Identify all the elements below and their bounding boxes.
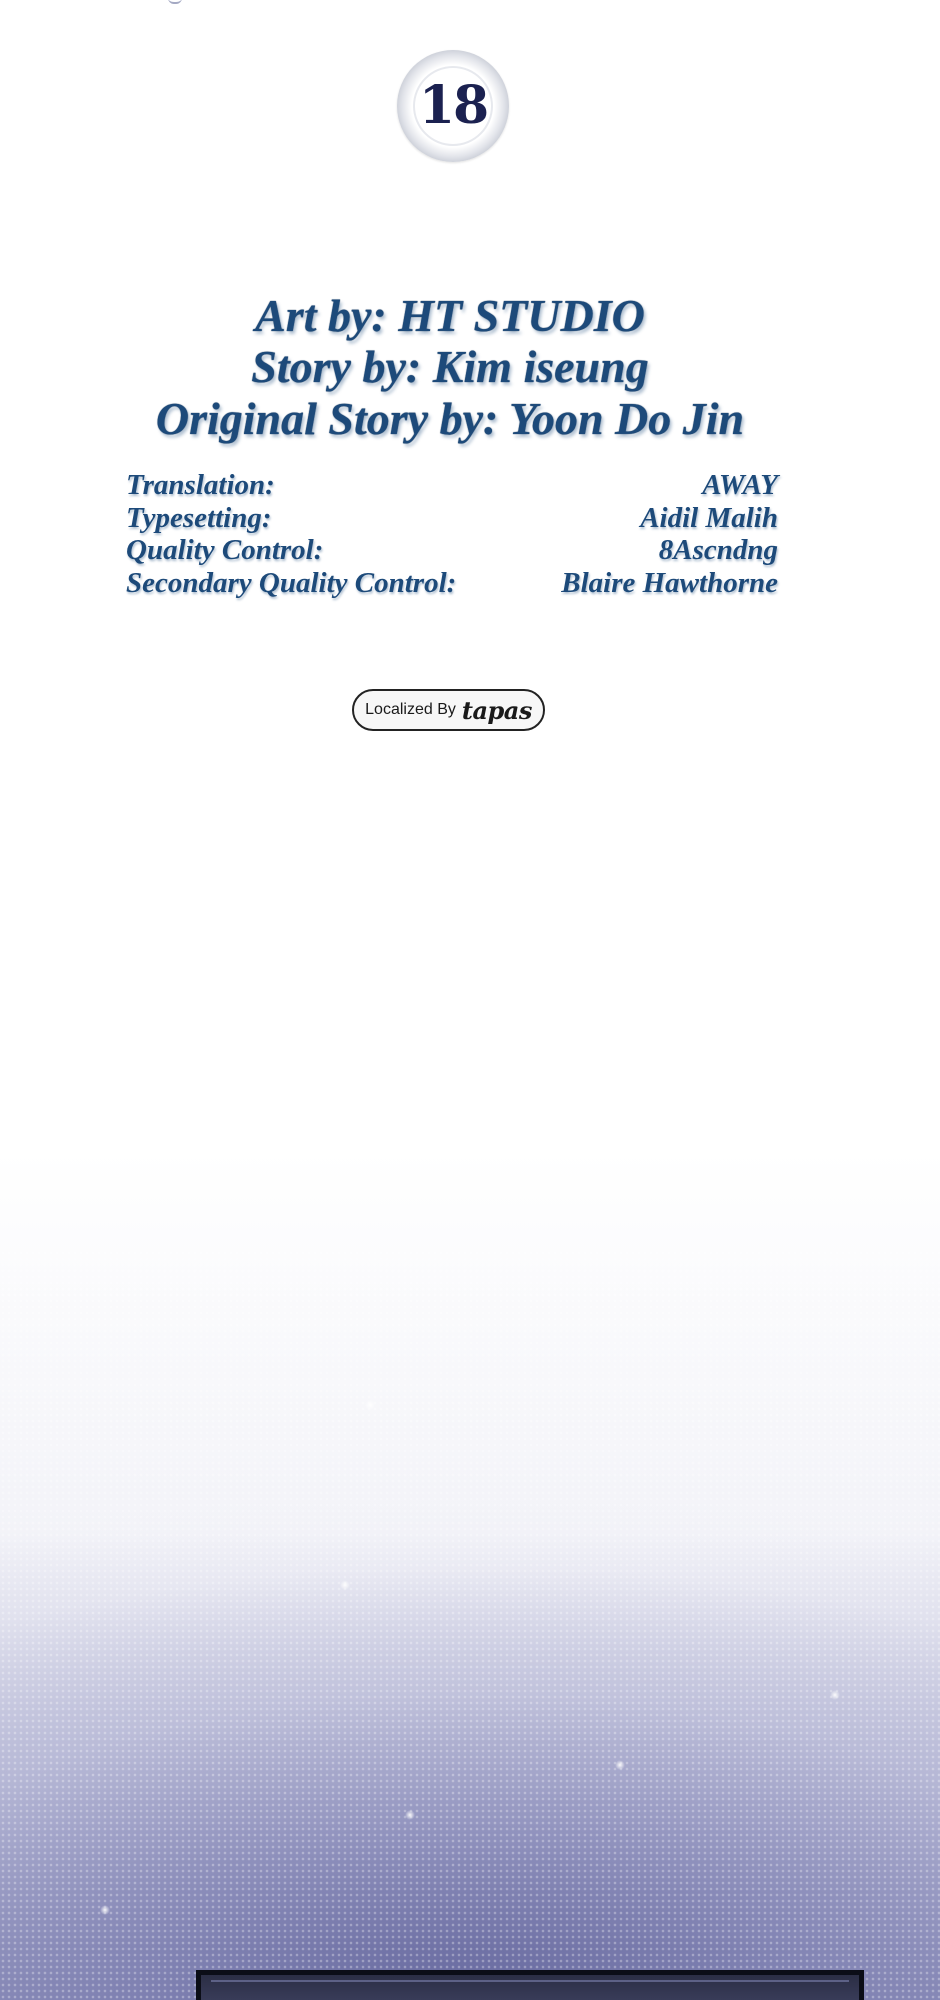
localized-by-label: Localized By	[365, 701, 456, 718]
credit-row-translation	[126, 469, 778, 502]
previous-panel-edge	[168, 0, 182, 4]
original-story-credit: Original Story by: Yoon Do Jin	[155, 393, 745, 444]
sparkle	[365, 1400, 375, 1410]
role-label: Secondary Quality Control:	[126, 566, 457, 599]
tapas-logo: tapas	[461, 695, 532, 725]
chapter-number: 18	[418, 75, 488, 136]
role-label: Typesetting:	[126, 501, 272, 534]
chapter-badge	[397, 50, 509, 162]
role-name: Aidil Malih	[640, 501, 778, 534]
localized-by-tapas-badge	[352, 689, 545, 731]
sparkle	[100, 1905, 110, 1915]
fog-texture	[0, 1250, 940, 2000]
next-panel-artwork	[211, 1980, 849, 2000]
next-panel-frame	[196, 1970, 864, 2000]
art-credit: Art by: HT STUDIO	[255, 290, 645, 341]
staff-credits	[126, 469, 778, 599]
role-label: Quality Control:	[126, 534, 324, 567]
role-label: Translation:	[126, 469, 275, 501]
role-name: AWAY	[702, 469, 778, 501]
sparkle	[615, 1760, 625, 1770]
role-name: 8Ascndng	[658, 534, 778, 567]
sparkle	[830, 1690, 840, 1700]
sparkle	[340, 1580, 350, 1590]
credit-row-quality-control	[126, 534, 778, 567]
story-credit: Story by: Kim iseung	[251, 341, 649, 392]
sparkle	[405, 1810, 415, 1820]
role-name: Blaire Hawthorne	[561, 566, 778, 599]
chapter-badge-inner	[413, 66, 493, 146]
credit-row-secondary-quality-control	[126, 567, 778, 600]
credit-row-typesetting	[126, 502, 778, 535]
